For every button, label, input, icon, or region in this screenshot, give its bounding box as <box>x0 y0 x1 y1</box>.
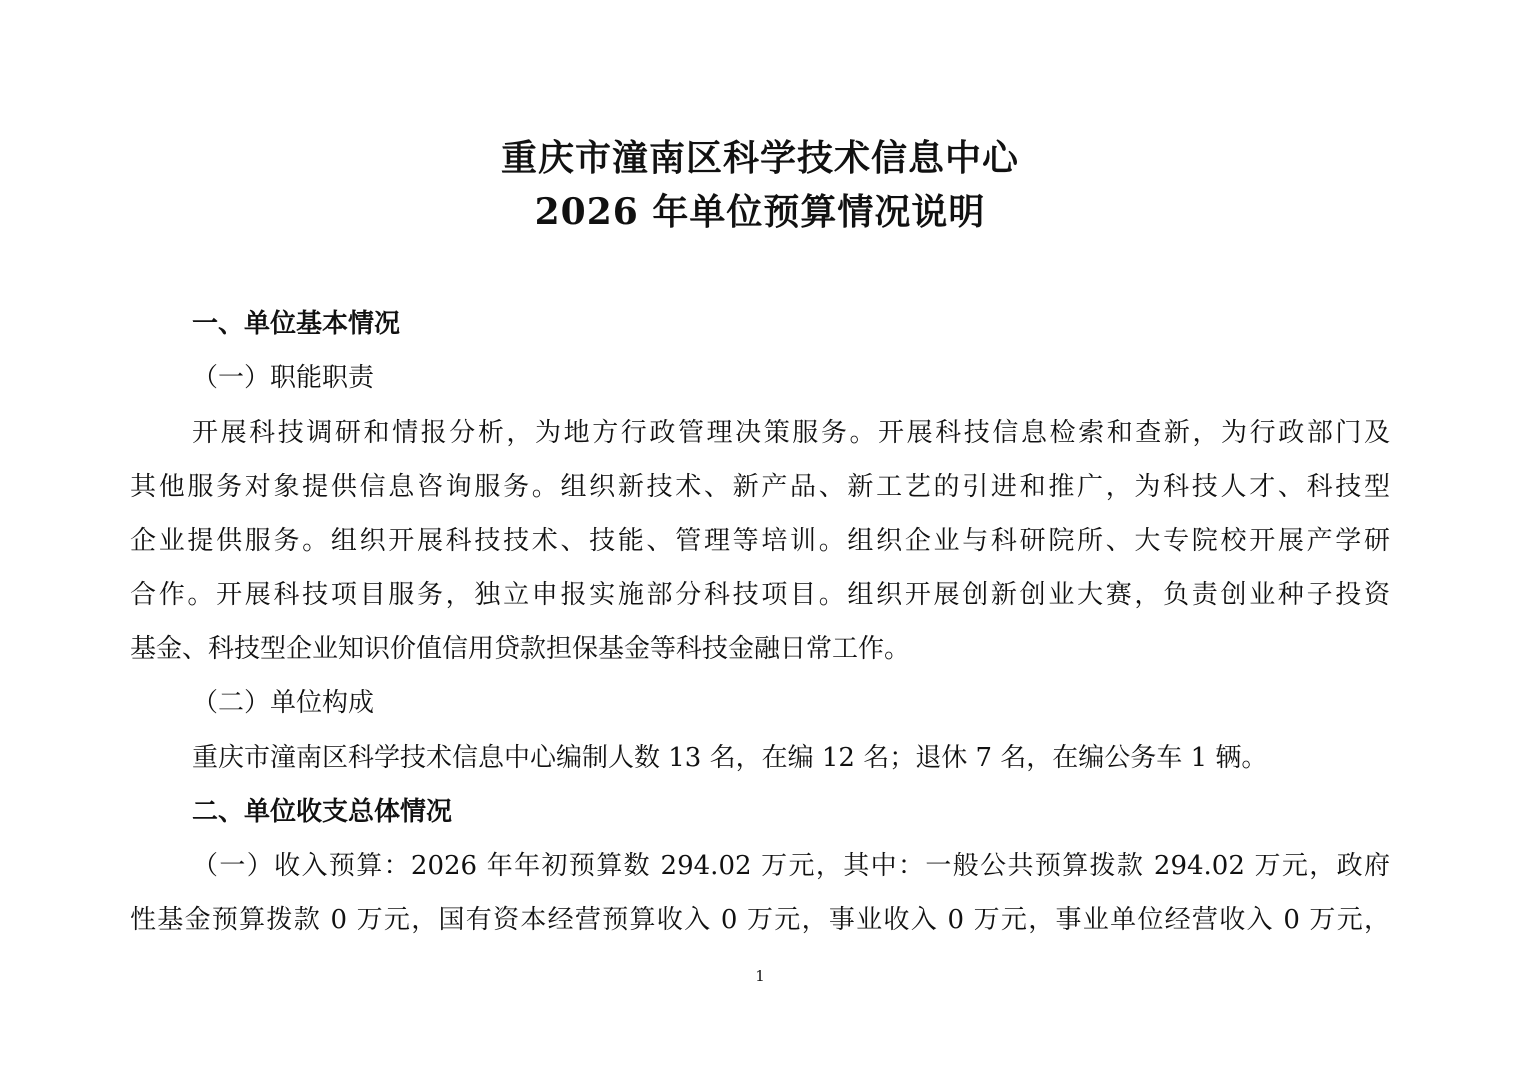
duties-paragraph-line: 基金、科技型企业知识价值信用贷款担保基金等科技金融日常工作。 <box>130 634 911 664</box>
subsection-heading-composition: （二）单位构成 <box>192 688 375 718</box>
income-paragraph-line: 性基金预算拨款 0 万元，国有资本经营预算收入 0 万元，事业收入 0 万元，事业单位经营收入 0 万元， <box>130 905 1390 935</box>
duties-paragraph-line: 开展科技调研和情报分析，为地方行政管理决策服务。开展科技信息检索和查新，为行政部门及 <box>192 418 1390 448</box>
page-number: 1 <box>755 967 765 985</box>
section-heading-basic-info: 一、单位基本情况 <box>192 309 401 339</box>
duties-paragraph-line: 合作。开展科技项目服务，独立申报实施部分科技项目。组织开展创新创业大赛，负责创业种子投资 <box>130 580 1390 610</box>
income-paragraph-line: （一）收入预算：2026 年年初预算数 294.02 万元，其中：一般公共预算拨款 294.02 万元，政府 <box>192 851 1390 881</box>
duties-paragraph-line: 企业提供服务。组织开展科技技术、技能、管理等培训。组织企业与科研院所、大专院校开展产学研 <box>130 526 1390 556</box>
document-title-line-2: 2026 年单位预算情况说明 <box>534 191 986 233</box>
duties-paragraph-line: 其他服务对象提供信息咨询服务。组织新技术、新产品、新工艺的引进和推广，为科技人才、科技型 <box>130 472 1390 502</box>
section-heading-budget-overview: 二、单位收支总体情况 <box>192 797 453 827</box>
document-title-line-1: 重庆市潼南区科学技术信息中心 <box>500 137 1019 179</box>
subsection-heading-duties: （一）职能职责 <box>192 363 375 393</box>
composition-paragraph: 重庆市潼南区科学技术信息中心编制人数 13 名，在编 12 名；退休 7 名，在编公务车 1 辆。 <box>192 743 1268 773</box>
